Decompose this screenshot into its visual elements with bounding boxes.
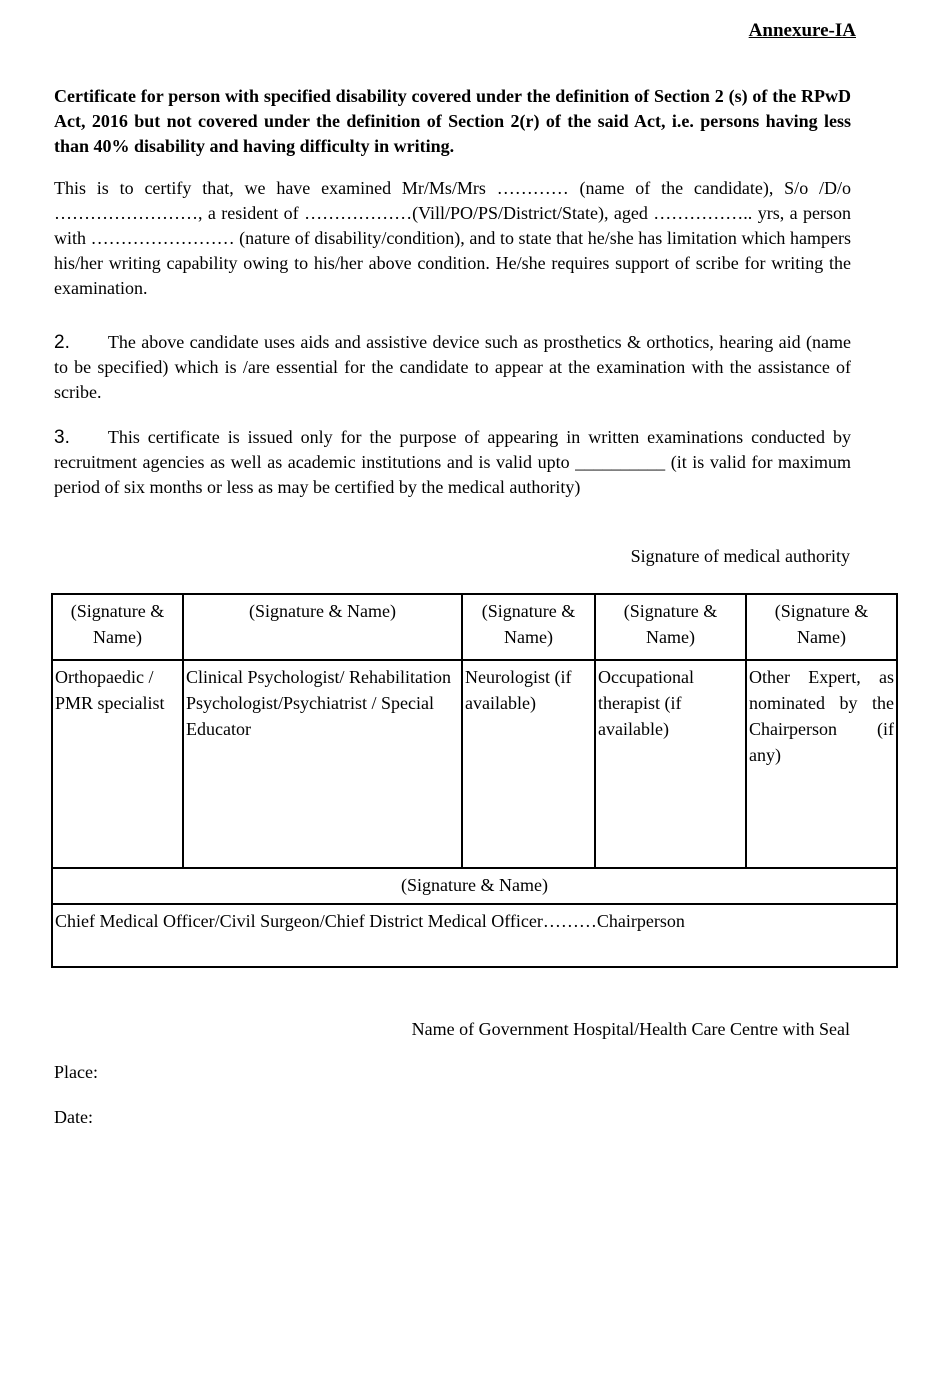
signature-cell: (Signature & Name) — [746, 594, 897, 660]
paragraph-number: 2. — [54, 332, 70, 353]
role-other-expert: Other Expert, as nominated by the Chairperson (if any) — [746, 660, 897, 868]
role-orthopaedic: Orthopaedic / PMR specialist — [52, 660, 183, 868]
hospital-seal-label: Name of Government Hospital/Health Care Centre with Seal — [411, 1019, 850, 1039]
paragraph-number: 3. — [54, 427, 70, 448]
signature-cell: (Signature & Name) — [183, 594, 462, 660]
role-neurologist: Neurologist (if available) — [462, 660, 595, 868]
chairperson-cell: Chief Medical Officer/Civil Surgeon/Chief District Medical Officer………Chairperson — [52, 904, 897, 967]
signature-cell: (Signature & Name) — [595, 594, 746, 660]
place-label: Place: — [54, 1062, 98, 1082]
annexure-label: Annexure-IA — [748, 20, 856, 41]
certificate-title: Certificate for person with specified disability covered under the definition of Section 2 (s) of the RPwD Act, 2016 but not covered under the definition of Section 2(r) of the said Act, i.e. persons having less than 40% disability and having difficulty in writing. — [54, 86, 851, 156]
paragraph-text: This certificate is issued only for the purpose of appearing in written examinations conducted by recruitment agencies as well as academic institutions and is valid upto __________ (it is valid for maximum period of six months or less as may be certified by the medical authority) — [54, 427, 851, 497]
date-label: Date: — [54, 1107, 93, 1127]
member-role-row — [52, 660, 897, 868]
signature-cell: (Signature & Name) — [52, 594, 183, 660]
signature-medical-authority: Signature of medical authority — [630, 546, 850, 566]
role-psychologist: Clinical Psychologist/ Rehabilitation Psychologist/Psychiatrist / Special Educator — [183, 660, 462, 868]
signature-cell: (Signature & Name) — [462, 594, 595, 660]
chair-signature-cell: (Signature & Name) — [52, 868, 897, 904]
chairperson-row — [52, 904, 897, 967]
chair-signature-row — [52, 868, 897, 904]
signature-header-row — [52, 594, 897, 660]
paragraph-text: The above candidate uses aids and assistive device such as prosthetics & orthotics, hearing aid (name to be specified) which is /are essential for the candidate to appear at the examination with the assistance of scribe. — [54, 332, 851, 402]
certification-paragraph: This is to certify that, we have examined Mr/Ms/Mrs ………… (name of the candidate), S/o /D/o ……………………, a resident of ………………(Vill/PO/PS/District/State), aged …………….. yrs, a person with …………………… (nature of disability/condition), and to state that he/she has limitation which hampers his/her writing capability owing to his/her above condition. He/she requires support of scribe for writing the examination. — [54, 178, 851, 298]
aids-paragraph — [54, 330, 851, 405]
medical-board-table — [51, 593, 898, 968]
validity-paragraph — [54, 425, 851, 500]
role-occupational-therapist: Occupational therapist (if available) — [595, 660, 746, 868]
